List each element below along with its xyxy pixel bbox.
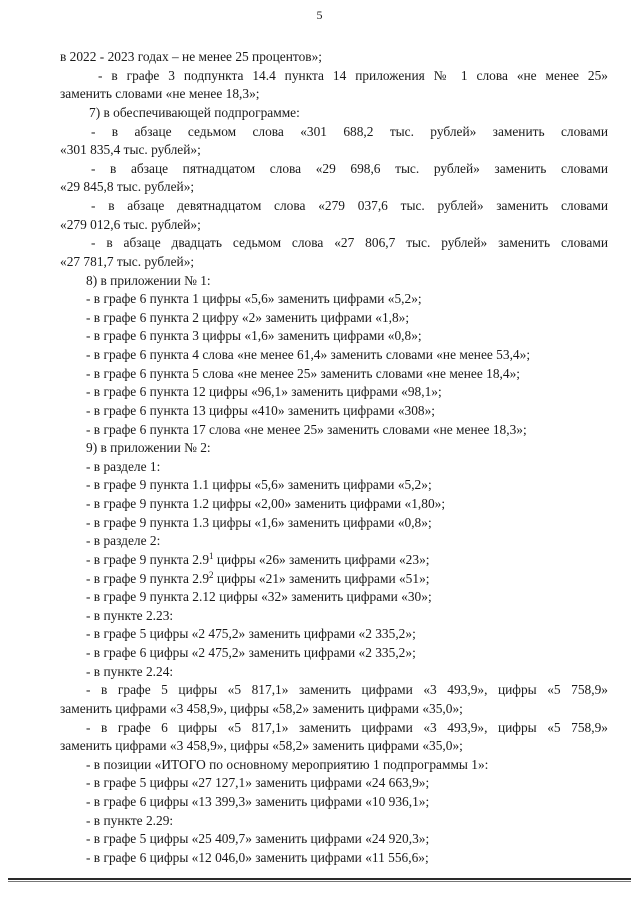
text-line: - в пункте 2.23: [86, 607, 174, 623]
text-line: - в графе 5 цифры «5 817,1» заменить цифрами «3 493,9», цифры «5 758,9» [86, 682, 608, 698]
text-line: «29 845,8 тыс. рублей»; [60, 179, 195, 195]
text-line: - в графе 6 пункта 4 слова «не менее 61,4» заменить словами «не менее 53,4»; [86, 347, 531, 362]
text-line: 7) в обеспечивающей подпрограмме: [89, 104, 300, 120]
text-line: - в пункте 2.29: [86, 812, 174, 828]
text-line: - в графе 6 пункта 12 цифры «96,1» заменить цифрами «98,1»; [86, 384, 442, 400]
text-line: - в разделе 2: [86, 533, 161, 549]
bottom-rule [8, 878, 631, 880]
text-line: - в графе 6 цифры «5 817,1» заменить цифрами «3 493,9», цифры «5 758,9» [86, 719, 608, 735]
text-line: - в графе 6 пункта 5 слова «не менее 25» заменить словами «не менее 18,4»; [86, 365, 520, 381]
text-line: - в графе 6 цифры «2 475,2» заменить цифрами «2 335,2»; [86, 645, 416, 660]
text-line: «27 781,7 тыс. рублей»; [60, 253, 195, 269]
text-line: - в пункте 2.24: [86, 663, 174, 679]
text-line: - в графе 5 цифры «2 475,2» заменить цифрами «2 335,2»; [86, 626, 416, 642]
text-line [60, 570, 608, 589]
text-segment: цифры «21» заменить цифрами «51»; [213, 570, 430, 586]
text-line: - в графе 5 цифры «25 409,7» заменить цифрами «24 920,3»; [86, 831, 430, 847]
text-line: - в абзаце седьмом слова «301 688,2 тыс. рублей» заменить словами [91, 123, 608, 139]
text-line: - в графе 9 пункта 2.12 цифры «32» заменить цифрами «30»; [86, 589, 432, 605]
text-line: «301 835,4 тыс. рублей»; [60, 142, 201, 158]
text-line: 8) в приложении № 1: [86, 272, 211, 288]
text-line: - в графе 6 пункта 3 цифры «1,6» заменить цифрами «0,8»; [86, 328, 422, 344]
text-line: в 2022 - 2023 годах – не менее 25 процентов»; [60, 49, 322, 64]
text-line: - в графе 5 цифры «27 127,1» заменить цифрами «24 663,9»; [86, 775, 430, 791]
text-line: - в графе 6 пункта 1 цифры «5,6» заменить цифрами «5,2»; [86, 291, 422, 307]
superscript: 2 [209, 569, 214, 580]
text-line: заменить словами «не менее 18,3»; [60, 86, 260, 102]
text-line: заменить цифрами «3 458,9», цифры «58,2» заменить цифрами «35,0»; [60, 700, 463, 716]
bottom-rule-shadow [8, 881, 631, 882]
text-line: - в позиции «ИТОГО по основному мероприятию 1 подпрограммы 1»: [86, 756, 489, 772]
text-line: - в графе 6 цифры «12 046,0» заменить цифрами «11 556,6»; [86, 849, 429, 865]
text-line: заменить цифрами «3 458,9», цифры «58,2» заменить цифрами «35,0»; [60, 738, 463, 754]
text-line: - в графе 6 пункта 13 цифры «410» заменить цифрами «308»; [86, 402, 436, 418]
text-line: - в графе 9 пункта 1.1 цифры «5,6» заменить цифрами «5,2»; [86, 477, 432, 493]
text-line: - в графе 6 цифры «13 399,3» заменить цифрами «10 936,1»; [86, 794, 430, 809]
text-line: - в абзаце девятнадцатом слова «279 037,6 тыс. рублей» заменить словами [91, 198, 608, 213]
document-body [60, 48, 608, 868]
text-line: - в графе 6 пункта 2 цифру «2» заменить цифрами «1,8»; [86, 309, 410, 325]
text-line: - в графе 3 подпункта 14.4 пункта 14 приложения № 1 слова «не менее 25» [98, 67, 608, 83]
text-line: 9) в приложении № 2: [86, 440, 211, 456]
page-number: 5 [316, 8, 323, 22]
text-segment: - в графе 9 пункта 2.9 [86, 570, 210, 586]
text-line: - в разделе 1: [86, 458, 161, 474]
text-line: - в абзаце пятнадцатом слова «29 698,6 тыс. рублей» заменить словами [91, 160, 608, 176]
text-line: «279 012,6 тыс. рублей»; [60, 216, 201, 232]
superscript: 1 [209, 550, 214, 561]
text-line: - в графе 9 пункта 1.2 цифры «2,00» заменить цифрами «1,80»; [86, 496, 446, 511]
text-segment: - в графе 9 пункта 2.9 [86, 551, 210, 567]
text-line: - в графе 9 пункта 1.3 цифры «1,6» заменить цифрами «0,8»; [86, 514, 432, 530]
text-line [60, 551, 608, 570]
text-line: - в абзаце двадцать седьмом слова «27 806,7 тыс. рублей» заменить словами [91, 235, 608, 251]
text-segment: цифры «26» заменить цифрами «23»; [213, 551, 430, 567]
text-line: - в графе 6 пункта 17 слова «не менее 25» заменить словами «не менее 18,3»; [86, 421, 527, 437]
